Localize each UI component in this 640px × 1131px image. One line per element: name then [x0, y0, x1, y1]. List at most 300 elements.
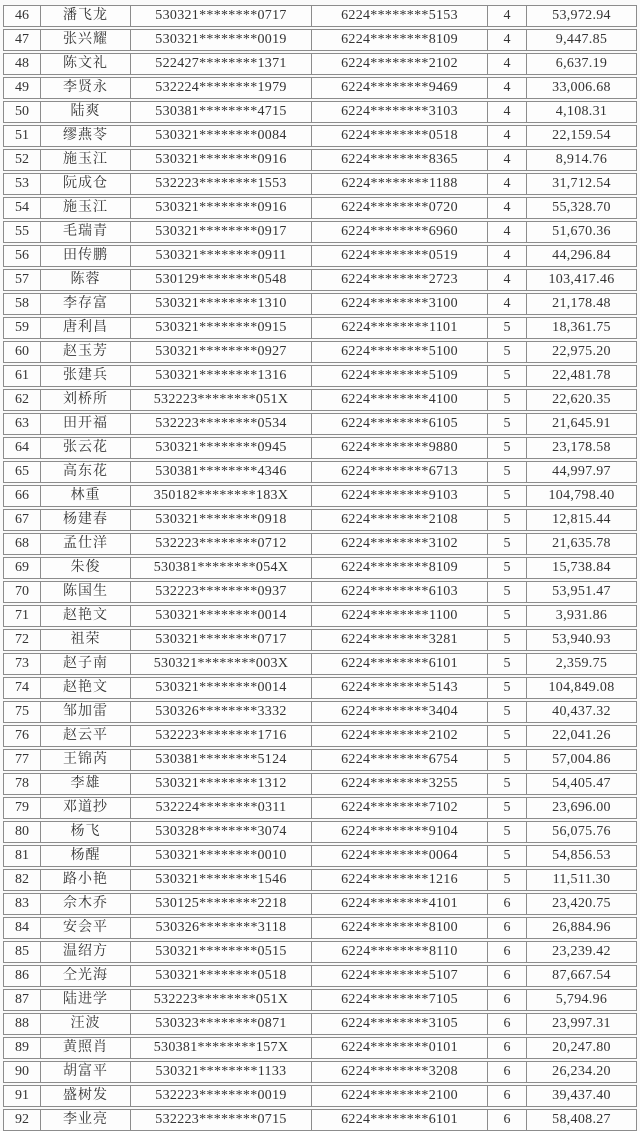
table-row	[3, 1085, 637, 1107]
id-number-cell: 530326********3332	[130, 702, 311, 722]
name-cell: 林重	[40, 486, 130, 506]
id-number-cell: 530321********0014	[130, 606, 311, 626]
amount-cell: 20,247.80	[526, 1038, 636, 1058]
amount-cell: 26,884.96	[526, 918, 636, 938]
id-number-cell: 530381********4346	[130, 462, 311, 482]
card-number-cell: 6224********1101	[311, 318, 487, 338]
table-row	[3, 269, 637, 291]
row-number-cell: 66	[15, 488, 29, 503]
id-number-cell: 530321********1310	[130, 294, 311, 314]
batch-cell: 5	[487, 534, 526, 554]
card-number-cell: 6224********8109	[311, 558, 487, 578]
name-cell: 仝光海	[40, 966, 130, 986]
card-number-cell: 6224********2723	[311, 270, 487, 290]
table-row	[3, 365, 637, 387]
card-number-cell: 6224********3100	[311, 294, 487, 314]
table-row	[3, 677, 637, 699]
name-cell: 黄照肖	[40, 1038, 130, 1058]
batch-cell: 5	[487, 558, 526, 578]
batch-cell: 5	[487, 390, 526, 410]
card-number-cell: 6224********4101	[311, 894, 487, 914]
row-number-cell: 85	[15, 944, 29, 959]
name-cell: 祖荣	[40, 630, 130, 650]
table-row	[3, 149, 637, 171]
row-number-cell: 89	[15, 1040, 29, 1055]
name-cell: 邹加雷	[40, 702, 130, 722]
batch-cell: 5	[487, 438, 526, 458]
table-row	[3, 989, 637, 1011]
amount-cell: 22,481.78	[526, 366, 636, 386]
amount-cell: 22,620.35	[526, 390, 636, 410]
card-number-cell: 6224********9880	[311, 438, 487, 458]
amount-cell: 104,849.08	[526, 678, 636, 698]
row-number-cell: 81	[15, 848, 29, 863]
name-cell: 温绍方	[40, 942, 130, 962]
id-number-cell: 530321********1133	[130, 1062, 311, 1082]
id-number-cell: 530381********157X	[130, 1038, 311, 1058]
row-number-cell: 48	[15, 56, 29, 71]
id-number-cell: 530321********0717	[130, 630, 311, 650]
row-number-cell: 65	[15, 464, 29, 479]
table-row	[3, 845, 637, 867]
row-number-cell: 88	[15, 1016, 29, 1031]
row-number-cell: 59	[15, 320, 29, 335]
table-row	[3, 629, 637, 651]
amount-cell: 18,361.75	[526, 318, 636, 338]
name-cell: 施玉江	[40, 150, 130, 170]
name-cell: 赵艳文	[40, 678, 130, 698]
batch-cell: 5	[487, 726, 526, 746]
id-number-cell: 530321********0518	[130, 966, 311, 986]
card-number-cell: 6224********0518	[311, 126, 487, 146]
row-number-cell: 77	[15, 752, 29, 767]
table-row	[3, 965, 637, 987]
row-number-cell: 92	[15, 1112, 29, 1127]
card-number-cell: 6224********3404	[311, 702, 487, 722]
table-row	[3, 1109, 637, 1131]
id-number-cell: 530321********0916	[130, 150, 311, 170]
amount-cell: 15,738.84	[526, 558, 636, 578]
amount-cell: 8,914.76	[526, 150, 636, 170]
name-cell: 杨建春	[40, 510, 130, 530]
amount-cell: 53,951.47	[526, 582, 636, 602]
id-number-cell: 530321********0917	[130, 222, 311, 242]
batch-cell: 5	[487, 486, 526, 506]
name-cell: 安会平	[40, 918, 130, 938]
batch-cell: 6	[487, 990, 526, 1010]
amount-cell: 21,645.91	[526, 414, 636, 434]
batch-cell: 6	[487, 1110, 526, 1130]
name-cell: 刘桥所	[40, 390, 130, 410]
row-number-cell: 74	[15, 680, 29, 695]
id-number-cell: 530321********0717	[130, 6, 311, 26]
amount-cell: 4,108.31	[526, 102, 636, 122]
table-row	[3, 1037, 637, 1059]
amount-cell: 55,328.70	[526, 198, 636, 218]
batch-cell: 6	[487, 1086, 526, 1106]
amount-cell: 6,637.19	[526, 54, 636, 74]
batch-cell: 4	[487, 54, 526, 74]
card-number-cell: 6224********8365	[311, 150, 487, 170]
amount-cell: 40,437.32	[526, 702, 636, 722]
card-number-cell: 6224********7102	[311, 798, 487, 818]
id-number-cell: 530129********0548	[130, 270, 311, 290]
id-number-cell: 530381********5124	[130, 750, 311, 770]
name-cell: 赵子南	[40, 654, 130, 674]
id-number-cell: 530321********1316	[130, 366, 311, 386]
amount-cell: 39,437.40	[526, 1086, 636, 1106]
batch-cell: 6	[487, 966, 526, 986]
table-row	[3, 77, 637, 99]
batch-cell: 5	[487, 654, 526, 674]
amount-cell: 21,178.48	[526, 294, 636, 314]
card-number-cell: 6224********6713	[311, 462, 487, 482]
card-number-cell: 6224********3102	[311, 534, 487, 554]
row-number-cell: 80	[15, 824, 29, 839]
table-row	[3, 317, 637, 339]
id-number-cell: 522427********1371	[130, 54, 311, 74]
table-row	[3, 557, 637, 579]
card-number-cell: 6224********0101	[311, 1038, 487, 1058]
card-number-cell: 6224********2108	[311, 510, 487, 530]
card-number-cell: 6224********9104	[311, 822, 487, 842]
card-number-cell: 6224********0064	[311, 846, 487, 866]
id-number-cell: 530125********2218	[130, 894, 311, 914]
amount-cell: 33,006.68	[526, 78, 636, 98]
id-number-cell: 530321********0019	[130, 30, 311, 50]
name-cell: 毛瑞青	[40, 222, 130, 242]
row-number-cell: 53	[15, 176, 29, 191]
card-number-cell: 6224********5143	[311, 678, 487, 698]
amount-cell: 21,635.78	[526, 534, 636, 554]
amount-cell: 22,041.26	[526, 726, 636, 746]
row-number-cell: 54	[15, 200, 29, 215]
row-number-cell: 63	[15, 416, 29, 431]
batch-cell: 4	[487, 6, 526, 26]
batch-cell: 4	[487, 78, 526, 98]
row-number-cell: 86	[15, 968, 29, 983]
amount-cell: 104,798.40	[526, 486, 636, 506]
batch-cell: 5	[487, 582, 526, 602]
id-number-cell: 530321********0916	[130, 198, 311, 218]
id-number-cell: 530321********003X	[130, 654, 311, 674]
row-number-cell: 82	[15, 872, 29, 887]
row-number-cell: 46	[15, 8, 29, 23]
id-number-cell: 530328********3074	[130, 822, 311, 842]
table-row	[3, 5, 637, 27]
name-cell: 陈蓉	[40, 270, 130, 290]
row-number-cell: 70	[15, 584, 29, 599]
name-cell: 邓道抄	[40, 798, 130, 818]
name-cell: 田传鹏	[40, 246, 130, 266]
amount-cell: 44,997.97	[526, 462, 636, 482]
table-row	[3, 101, 637, 123]
row-number-cell: 76	[15, 728, 29, 743]
table-row	[3, 509, 637, 531]
amount-cell: 23,178.58	[526, 438, 636, 458]
card-number-cell: 6224********4100	[311, 390, 487, 410]
card-number-cell: 6224********7105	[311, 990, 487, 1010]
name-cell: 王锦芮	[40, 750, 130, 770]
table-row	[3, 701, 637, 723]
batch-cell: 4	[487, 102, 526, 122]
name-cell: 李存富	[40, 294, 130, 314]
card-number-cell: 6224********1100	[311, 606, 487, 626]
name-cell: 赵艳文	[40, 606, 130, 626]
id-number-cell: 532223********1716	[130, 726, 311, 746]
batch-cell: 6	[487, 942, 526, 962]
id-number-cell: 532223********0712	[130, 534, 311, 554]
card-number-cell: 6224********6105	[311, 414, 487, 434]
table-row	[3, 389, 637, 411]
amount-cell: 58,408.27	[526, 1110, 636, 1130]
amount-cell: 53,972.94	[526, 6, 636, 26]
batch-cell: 5	[487, 678, 526, 698]
amount-cell: 23,239.42	[526, 942, 636, 962]
id-number-cell: 530321********0915	[130, 318, 311, 338]
row-number-cell: 90	[15, 1064, 29, 1079]
row-number-cell: 84	[15, 920, 29, 935]
row-number-cell: 78	[15, 776, 29, 791]
batch-cell: 5	[487, 774, 526, 794]
amount-cell: 23,420.75	[526, 894, 636, 914]
table-row	[3, 797, 637, 819]
table-row	[3, 1013, 637, 1035]
name-cell: 李贤永	[40, 78, 130, 98]
row-number-cell: 71	[15, 608, 29, 623]
card-number-cell: 6224********6101	[311, 1110, 487, 1130]
name-cell: 张建兵	[40, 366, 130, 386]
name-cell: 缪燕苓	[40, 126, 130, 146]
card-number-cell: 6224********8110	[311, 942, 487, 962]
id-number-cell: 532223********051X	[130, 390, 311, 410]
amount-cell: 44,296.84	[526, 246, 636, 266]
name-cell: 佘木乔	[40, 894, 130, 914]
batch-cell: 5	[487, 366, 526, 386]
amount-cell: 2,359.75	[526, 654, 636, 674]
name-cell: 杨飞	[40, 822, 130, 842]
row-number-cell: 62	[15, 392, 29, 407]
card-number-cell: 6224********5153	[311, 6, 487, 26]
id-number-cell: 530381********054X	[130, 558, 311, 578]
name-cell: 赵云平	[40, 726, 130, 746]
table-row	[3, 461, 637, 483]
name-cell: 杨醒	[40, 846, 130, 866]
name-cell: 唐利昌	[40, 318, 130, 338]
batch-cell: 4	[487, 222, 526, 242]
name-cell: 朱俊	[40, 558, 130, 578]
batch-cell: 5	[487, 510, 526, 530]
card-number-cell: 6224********5109	[311, 366, 487, 386]
batch-cell: 5	[487, 318, 526, 338]
name-cell: 陈文礼	[40, 54, 130, 74]
id-number-cell: 530321********1546	[130, 870, 311, 890]
id-number-cell: 530321********0515	[130, 942, 311, 962]
table-row	[3, 917, 637, 939]
row-number-cell: 50	[15, 104, 29, 119]
table-row	[3, 341, 637, 363]
batch-cell: 4	[487, 150, 526, 170]
card-number-cell: 6224********2100	[311, 1086, 487, 1106]
amount-cell: 5,794.96	[526, 990, 636, 1010]
id-number-cell: 532223********0937	[130, 582, 311, 602]
amount-cell: 23,997.31	[526, 1014, 636, 1034]
row-number-cell: 68	[15, 536, 29, 551]
card-number-cell: 6224********3208	[311, 1062, 487, 1082]
card-number-cell: 6224********2102	[311, 726, 487, 746]
row-number-cell: 72	[15, 632, 29, 647]
batch-cell: 5	[487, 606, 526, 626]
id-number-cell: 530321********0911	[130, 246, 311, 266]
id-number-cell: 532224********1979	[130, 78, 311, 98]
card-number-cell: 6224********1188	[311, 174, 487, 194]
batch-cell: 4	[487, 246, 526, 266]
amount-cell: 31,712.54	[526, 174, 636, 194]
id-number-cell: 532223********1553	[130, 174, 311, 194]
table-row	[3, 581, 637, 603]
batch-cell: 5	[487, 414, 526, 434]
card-number-cell: 6224********9103	[311, 486, 487, 506]
card-number-cell: 6224********0519	[311, 246, 487, 266]
id-number-cell: 350182********183X	[130, 486, 311, 506]
amount-cell: 53,940.93	[526, 630, 636, 650]
name-cell: 陆进学	[40, 990, 130, 1010]
table-row	[3, 749, 637, 771]
table-row	[3, 221, 637, 243]
card-number-cell: 6224********2102	[311, 54, 487, 74]
row-number-cell: 69	[15, 560, 29, 575]
amount-cell: 57,004.86	[526, 750, 636, 770]
table-row	[3, 653, 637, 675]
name-cell: 田开福	[40, 414, 130, 434]
id-number-cell: 532223********0019	[130, 1086, 311, 1106]
row-number-cell: 75	[15, 704, 29, 719]
table-row	[3, 1061, 637, 1083]
amount-cell: 23,696.00	[526, 798, 636, 818]
batch-cell: 4	[487, 174, 526, 194]
amount-cell: 54,856.53	[526, 846, 636, 866]
table-row	[3, 29, 637, 51]
table-row	[3, 125, 637, 147]
name-cell: 张兴耀	[40, 30, 130, 50]
amount-cell: 11,511.30	[526, 870, 636, 890]
amount-cell: 26,234.20	[526, 1062, 636, 1082]
id-number-cell: 530321********0010	[130, 846, 311, 866]
batch-cell: 6	[487, 894, 526, 914]
id-number-cell: 530321********0927	[130, 342, 311, 362]
name-cell: 施玉江	[40, 198, 130, 218]
card-number-cell: 6224********3105	[311, 1014, 487, 1034]
batch-cell: 5	[487, 702, 526, 722]
name-cell: 李雄	[40, 774, 130, 794]
table-row	[3, 533, 637, 555]
batch-cell: 5	[487, 870, 526, 890]
batch-cell: 5	[487, 750, 526, 770]
id-number-cell: 532223********0715	[130, 1110, 311, 1130]
row-number-cell: 67	[15, 512, 29, 527]
card-number-cell: 6224********1216	[311, 870, 487, 890]
amount-cell: 22,975.20	[526, 342, 636, 362]
id-number-cell: 530381********4715	[130, 102, 311, 122]
batch-cell: 5	[487, 342, 526, 362]
card-number-cell: 6224********6960	[311, 222, 487, 242]
row-number-cell: 57	[15, 272, 29, 287]
table-row	[3, 941, 637, 963]
table-row	[3, 293, 637, 315]
row-number-cell: 52	[15, 152, 29, 167]
id-number-cell: 530321********0014	[130, 678, 311, 698]
row-number-cell: 49	[15, 80, 29, 95]
table-row	[3, 773, 637, 795]
row-number-cell: 47	[15, 32, 29, 47]
row-number-cell: 91	[15, 1088, 29, 1103]
name-cell: 张云花	[40, 438, 130, 458]
name-cell: 赵玉芳	[40, 342, 130, 362]
row-number-cell: 79	[15, 800, 29, 815]
table-row	[3, 197, 637, 219]
name-cell: 盛树发	[40, 1086, 130, 1106]
amount-cell: 3,931.86	[526, 606, 636, 626]
table-row	[3, 725, 637, 747]
table-row	[3, 413, 637, 435]
table-row	[3, 437, 637, 459]
row-number-cell: 58	[15, 296, 29, 311]
batch-cell: 6	[487, 1062, 526, 1082]
id-number-cell: 530326********3118	[130, 918, 311, 938]
card-number-cell: 6224********3255	[311, 774, 487, 794]
name-cell: 汪波	[40, 1014, 130, 1034]
name-cell: 陆爽	[40, 102, 130, 122]
table-row	[3, 173, 637, 195]
batch-cell: 4	[487, 294, 526, 314]
batch-cell: 4	[487, 30, 526, 50]
card-number-cell: 6224********8100	[311, 918, 487, 938]
name-cell: 路小艳	[40, 870, 130, 890]
amount-cell: 51,670.36	[526, 222, 636, 242]
id-number-cell: 532224********0311	[130, 798, 311, 818]
amount-cell: 103,417.46	[526, 270, 636, 290]
batch-cell: 5	[487, 846, 526, 866]
table-row	[3, 869, 637, 891]
batch-cell: 5	[487, 462, 526, 482]
card-number-cell: 6224********6754	[311, 750, 487, 770]
amount-cell: 9,447.85	[526, 30, 636, 50]
card-number-cell: 6224********9469	[311, 78, 487, 98]
table-row	[3, 605, 637, 627]
id-number-cell: 530321********0945	[130, 438, 311, 458]
card-number-cell: 6224********6101	[311, 654, 487, 674]
batch-cell: 5	[487, 822, 526, 842]
row-number-cell: 73	[15, 656, 29, 671]
name-cell: 潘飞龙	[40, 6, 130, 26]
id-number-cell: 530321********0918	[130, 510, 311, 530]
name-cell: 陈国生	[40, 582, 130, 602]
batch-cell: 5	[487, 798, 526, 818]
row-number-cell: 64	[15, 440, 29, 455]
row-number-cell: 51	[15, 128, 29, 143]
row-number-cell: 83	[15, 896, 29, 911]
amount-cell: 56,075.76	[526, 822, 636, 842]
name-cell: 阮成仓	[40, 174, 130, 194]
table-row	[3, 821, 637, 843]
row-number-cell: 55	[15, 224, 29, 239]
id-number-cell: 530321********1312	[130, 774, 311, 794]
amount-cell: 12,815.44	[526, 510, 636, 530]
table-row	[3, 485, 637, 507]
payment-table	[3, 5, 637, 1131]
batch-cell: 6	[487, 1014, 526, 1034]
id-number-cell: 530321********0084	[130, 126, 311, 146]
